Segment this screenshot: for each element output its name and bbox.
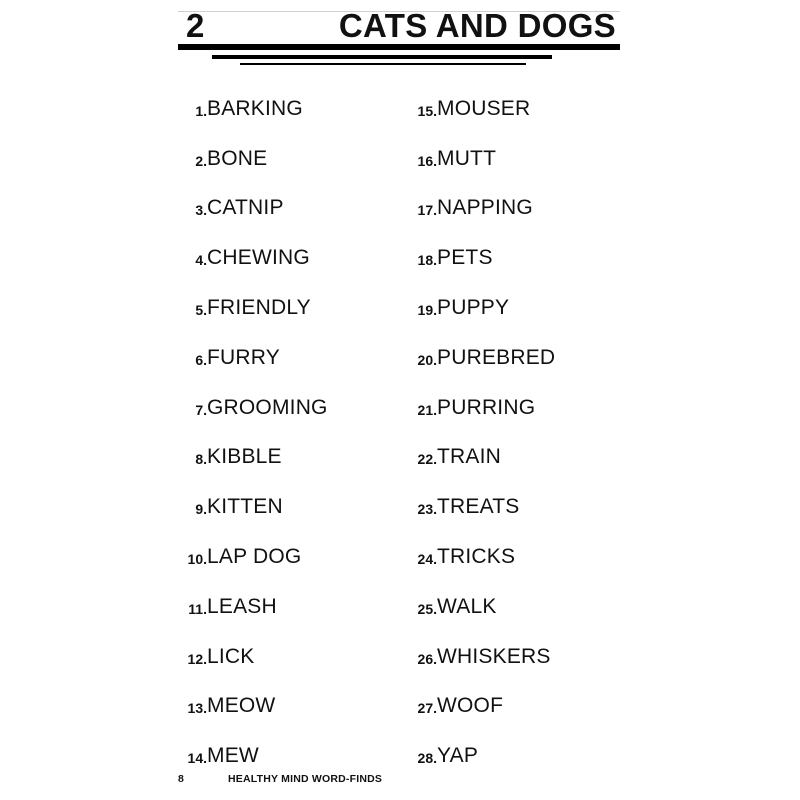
word-number: 27.	[417, 700, 437, 717]
word-number: 23.	[417, 501, 437, 518]
word-number: 2.	[195, 152, 207, 169]
book-title: HEALTHY MIND WORD-FINDS	[228, 773, 383, 785]
word-text: TREATS	[437, 495, 520, 519]
word-text: KITTEN	[207, 495, 283, 519]
word-number: 9.	[195, 501, 207, 518]
word-list-item	[390, 682, 650, 732]
word-text: LICK	[207, 644, 255, 668]
word-text: PURRING	[437, 395, 536, 419]
word-text: WALK	[437, 594, 497, 618]
word-list-item	[390, 333, 650, 383]
word-number: 4.	[195, 252, 207, 269]
word-number: 12.	[187, 650, 207, 667]
word-number: 19.	[417, 302, 437, 319]
word-text: MEW	[207, 744, 259, 768]
word-list-item	[160, 84, 420, 134]
header-rule-thin	[240, 63, 526, 65]
word-text: BONE	[207, 146, 268, 170]
word-list-item	[390, 233, 650, 283]
word-text: GROOMING	[207, 395, 328, 419]
word-number: 22.	[417, 451, 437, 468]
word-number: 10.	[187, 551, 207, 568]
word-number: 26.	[417, 650, 437, 667]
word-number: 11.	[188, 600, 207, 617]
word-list-item	[160, 433, 420, 483]
word-list-item	[160, 283, 420, 333]
word-text: YAP	[437, 744, 479, 768]
word-list-right-column	[390, 84, 650, 781]
page-header	[178, 0, 620, 70]
word-number: 6.	[195, 351, 207, 368]
word-number: 3.	[195, 202, 207, 219]
word-list-item	[160, 532, 420, 582]
header-rule-thick	[178, 44, 620, 50]
word-text: BARKING	[207, 96, 303, 120]
word-text: MOUSER	[437, 96, 531, 120]
page-number: 8	[178, 773, 184, 785]
word-number: 14.	[187, 750, 207, 767]
word-text: LEASH	[207, 594, 277, 618]
word-text: CHEWING	[207, 246, 310, 270]
word-text: PETS	[437, 246, 493, 270]
word-number: 16.	[417, 152, 437, 169]
word-list-item	[160, 632, 420, 682]
word-number: 13.	[187, 700, 207, 717]
word-list-item	[390, 134, 650, 184]
word-text: TRICKS	[437, 545, 516, 569]
word-number: 24.	[417, 551, 437, 568]
word-list-item	[390, 184, 650, 234]
word-list-item	[390, 632, 650, 682]
word-text: NAPPING	[437, 196, 533, 220]
word-text: MEOW	[207, 694, 276, 718]
word-text: PUPPY	[437, 296, 510, 320]
word-number: 28.	[417, 750, 437, 767]
word-list-item	[390, 532, 650, 582]
word-list-item	[160, 682, 420, 732]
word-number: 21.	[417, 401, 437, 418]
word-list-item	[390, 84, 650, 134]
word-list-item	[160, 333, 420, 383]
word-list-item	[390, 582, 650, 632]
word-number: 8.	[195, 451, 207, 468]
word-text: LAP DOG	[207, 545, 302, 569]
word-text: FRIENDLY	[207, 296, 311, 320]
word-list-item	[160, 134, 420, 184]
word-text: PUREBRED	[437, 345, 556, 369]
word-text: TRAIN	[437, 445, 501, 469]
word-list-item	[390, 731, 650, 781]
page-title: CATS AND DOGS	[338, 7, 616, 44]
word-text: WHISKERS	[437, 644, 551, 668]
word-list-item	[160, 383, 420, 433]
word-text: CATNIP	[207, 196, 284, 220]
word-list-item	[390, 482, 650, 532]
word-text: MUTT	[437, 146, 497, 170]
word-list-item	[390, 283, 650, 333]
word-number: 25.	[417, 600, 437, 617]
word-number: 17.	[417, 202, 437, 219]
word-number: 5.	[195, 302, 207, 319]
word-list-item	[160, 582, 420, 632]
word-list-item	[390, 433, 650, 483]
word-number: 20.	[417, 351, 437, 368]
word-number: 1.	[195, 102, 207, 119]
word-text: WOOF	[437, 694, 504, 718]
word-text: FURRY	[207, 345, 280, 369]
word-list-left-column	[160, 84, 420, 781]
word-list-item	[390, 383, 650, 433]
puzzle-number: 2	[186, 7, 205, 44]
word-number: 18.	[417, 252, 437, 269]
word-list-item	[160, 233, 420, 283]
header-rule-medium	[212, 55, 552, 59]
word-number: 7.	[195, 401, 207, 418]
word-text: KIBBLE	[207, 445, 282, 469]
word-list-item	[160, 482, 420, 532]
word-list-item	[160, 184, 420, 234]
word-number: 15.	[417, 102, 437, 119]
